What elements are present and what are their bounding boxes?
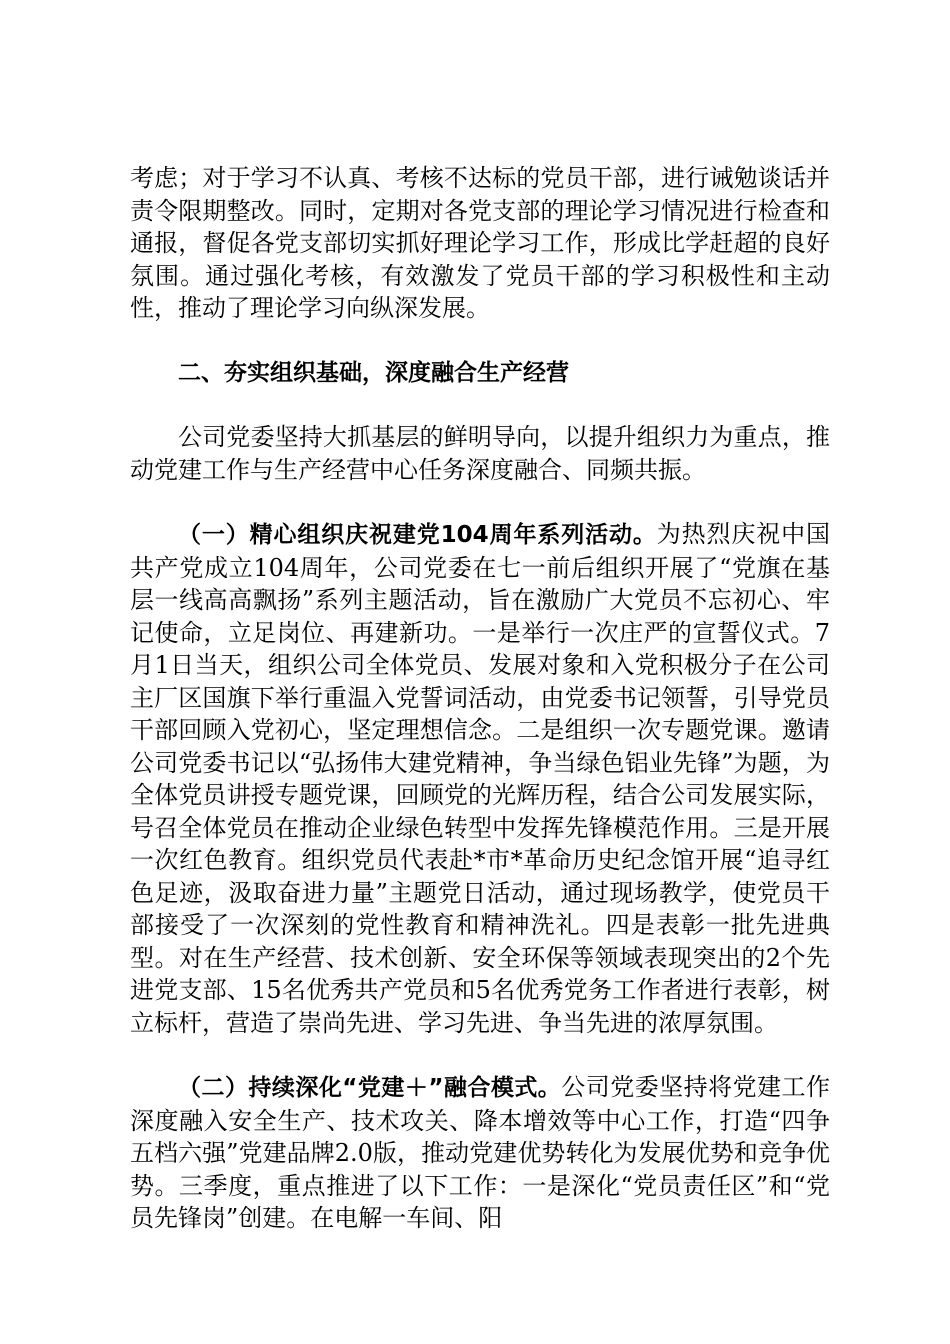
item2-paragraph: [130, 1071, 830, 1235]
document-body: [130, 162, 830, 1235]
paragraph-gap: [130, 486, 830, 518]
section-heading: 二、夯实组织基础，深度融合生产经营: [178, 359, 569, 386]
item1-lead: （一）精心组织庆祝建党104周年系列活动。: [178, 522, 657, 548]
item1-paragraph: [130, 518, 830, 1039]
item1-body: 为热烈庆祝中国共产党成立104周年，公司党委在七一前后组织开展了“党旗在基层一线高高飘扬”系列主题活动，旨在激励广大党员不忘初心、牢记使命，立足岗位、再建新功。一是举行一次庄严的宣誓仪式。7月1日当天，组织公司全体党员、发展对象和入党积极分子在公司主厂区国旗下举行重温入党誓词活动，由党委书记领誓，引导党员干部回顾入党初心，坚定理想信念。二是组织一次专题党课。邀请公司党委书记以“弘扬伟大建党精神，争当绿色铝业先锋”为题，为全体党员讲授专题党课，回顾党的光辉历程，结合公司发展实际，号召全体党员在推动企业绿色转型中发挥先锋模范作用。三是开展一次红色教育。组织党员代表赴*市*革命历史纪念馆开展“追寻红色足迹，汲取奋进力量”主题党日活动，通过现场教学，使党员干部接受了一次深刻的党性教育和精神洗礼。四是表彰一批先进典型。对在生产经营、技术创新、安全环保等领域表现突出的2个先进党支部、15名优秀共产党员和5名优秀党务工作者进行表彰，树立标杆，营造了崇尚先进、学习先进、争当先进的浓厚氛围。: [130, 520, 830, 1037]
item2-lead: （二）持续深化“党建＋”融合模式。: [178, 1075, 562, 1101]
paragraph-gap: [130, 389, 830, 421]
paragraph-continuation: 考虑；对于学习不认真、考核不达标的党员干部，进行诫勉谈话并责令限期整改。同时，定期对各党支部的理论学习情况进行检查和通报，督促各党支部切实抓好理论学习工作，形成比学赶超的良好氛围。通过强化考核，有效激发了党员干部的学习积极性和主动性，推动了理论学习向纵深发展。: [130, 164, 830, 322]
paragraph-gap: [130, 325, 830, 357]
section-intro-paragraph: 公司党委坚持大抓基层的鲜明导向，以提升组织力为重点，推动党建工作与生产经营中心任务深度融合、同频共振。: [130, 423, 830, 484]
paragraph-gap: [130, 1039, 830, 1071]
item2-body: 公司党委坚持将党建工作深度融入安全生产、技术攻关、降本增效等中心工作，打造“四争五档六强”党建品牌2.0版，推动党建优势转化为发展优势和竞争优势。三季度，重点推进了以下工作：一是深化“党员责任区”和“党员先锋岗”创建。在电解一车间、阳: [130, 1073, 831, 1232]
